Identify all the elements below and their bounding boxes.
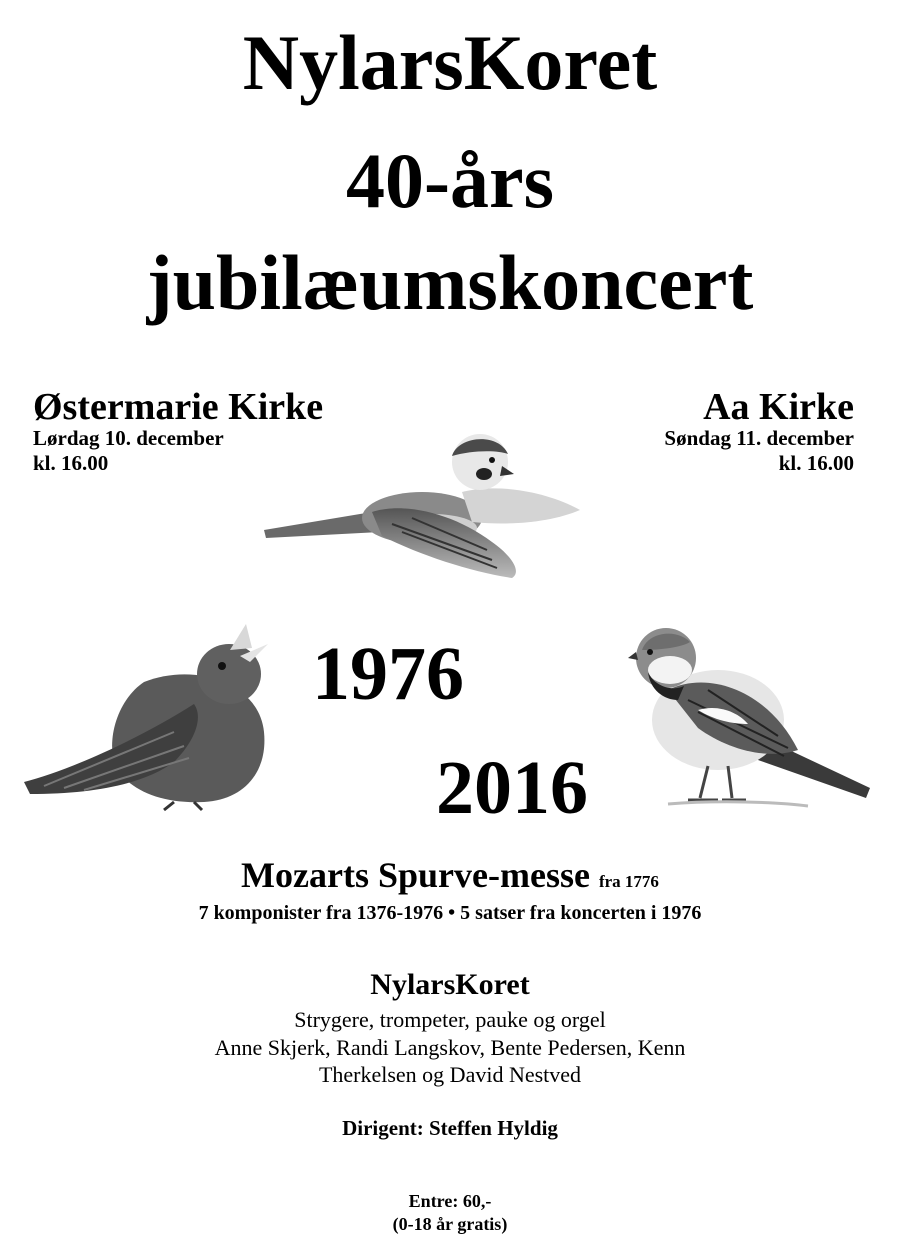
standing-sparrow-icon [628, 620, 872, 810]
program-title [0, 857, 900, 893]
poster-title-line2: 40-års [346, 137, 554, 224]
venue-right-date: Søndag 11. december [664, 426, 854, 450]
program-title-suffix: fra 1776 [598, 872, 659, 891]
venue-left-name: Østermarie Kirke [33, 386, 324, 428]
year-start: 1976 [312, 632, 464, 716]
conductor: Dirigent: Steffen Hyldig [342, 1116, 558, 1140]
choir-name: NylarsKoret [370, 968, 530, 1001]
poster-title-line1: NylarsKoret [242, 19, 658, 106]
soloists-line1: Anne Skjerk, Randi Langskov, Bente Pedersen, Kenn [214, 1034, 686, 1060]
chick-sparrow-icon [24, 622, 269, 812]
year-end: 2016 [436, 746, 588, 830]
entry-note: (0-18 år gratis) [392, 1213, 508, 1234]
soloists-line2: Therkelsen og David Nestved [318, 1062, 582, 1087]
venue-left-time: kl. 16.00 [33, 451, 109, 476]
poster-title-line3: jubilæumskoncert [146, 239, 754, 326]
program-subtitle: 7 komponister fra 1376-1976 • 5 satser fra koncerten i 1976 [198, 902, 702, 924]
venue-right [664, 388, 854, 476]
program-title-main: Mozarts Spurve-messe [241, 855, 590, 895]
venue-right-time: kl. 16.00 [778, 451, 854, 476]
venue-right-name: Aa Kirke [703, 386, 854, 428]
instruments-line: Strygere, trompeter, pauke og orgel [294, 1007, 606, 1032]
entry-price: Entre: 60,- [408, 1191, 492, 1211]
venue-left-date: Lørdag 10. december [33, 426, 224, 450]
entry-info [0, 1190, 900, 1235]
performers-list [0, 1006, 900, 1089]
flying-sparrow-icon [262, 432, 582, 582]
